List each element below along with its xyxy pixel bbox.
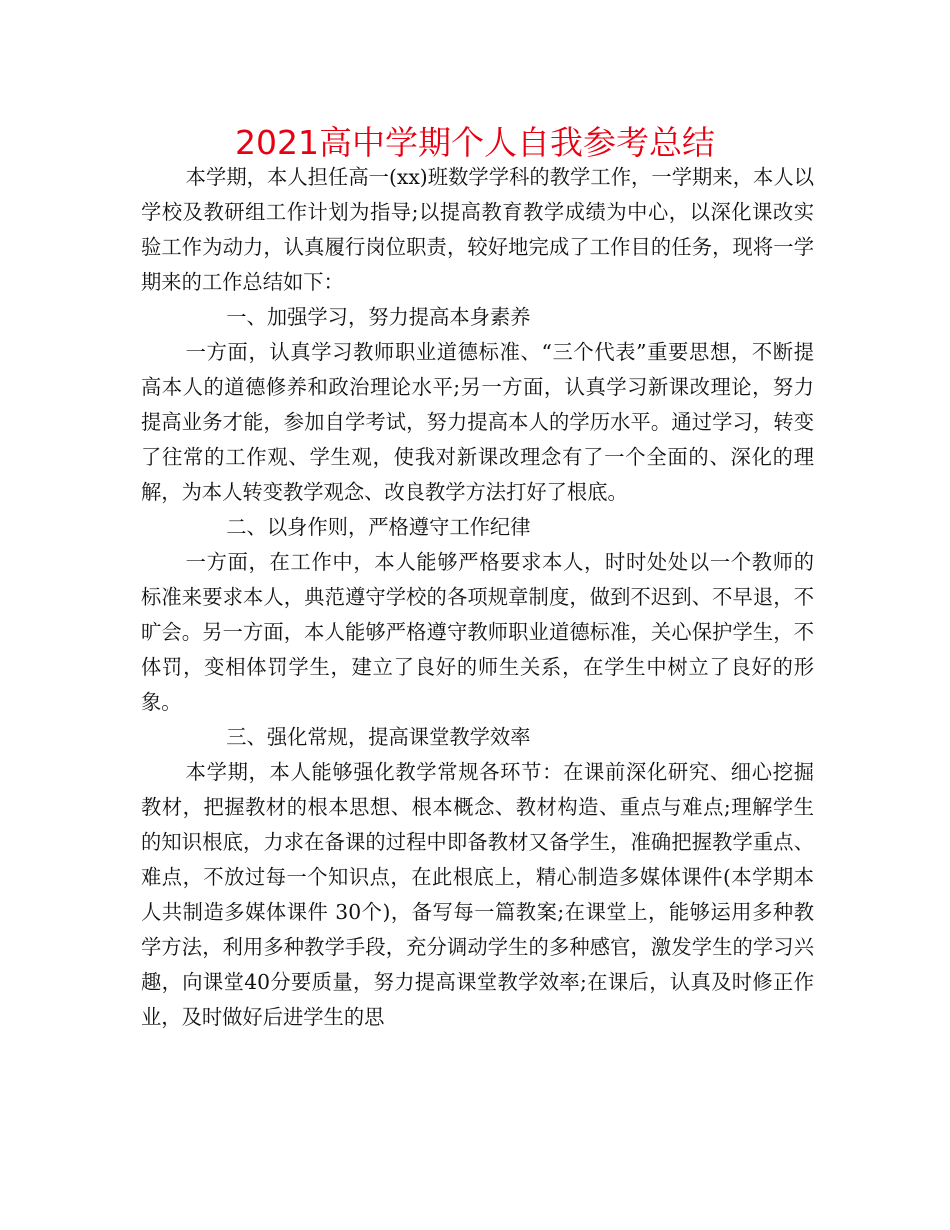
section-heading-1: 一、加强学习，努力提高本身素养 (226, 305, 531, 329)
paragraph-section-3: 本学期，本人能够强化教学常规各环节：在课前深化研究、细心挖掘教材，把握教材的根本思想、根本概念、教材构造、重点与难点;理解学生的知识根底，力求在备课的过程中即备教材又备学生，准确把握教学重点、难点，不放过每一个知识点，在此根底上，精心制造多媒体课件(本学期本人共制造多媒体课件 30个)，备写每一篇教案;在课堂上，能够运用多种教学方法，利用多种教学手段，充分调动学生的多种感官，激发学生的学习兴趣，向课堂40分要质量，努力提高课堂教学效率;在课后，认真及时修正作业，及时做好后进学生的思 (141, 760, 814, 1029)
paragraph-section-1: 一方面，认真学习教师职业道德标准、“三个代表”重要思想，不断提高本人的道德修养和政治理论水平;另一方面，认真学习新课改理论，努力提高业务才能，参加自学考试，努力提高本人的学历水平。通过学习，转变了往常的工作观、学生观，使我对新课改理念有了一个全面的、深化的理解，为本人转变教学观念、改良教学方法打好了根底。 (141, 340, 814, 504)
document-title: 2021高中学期个人自我参考总结 (235, 123, 715, 162)
paragraph-intro: 本学期，本人担任高一(xx)班数学学科的教学工作，一学期来，本人以学校及教研组工作计划为指导;以提高教育教学成绩为中心，以深化课改实验工作为动力，认真履行岗位职责，较好地完成了工作目的任务，现将一学期来的工作总结如下： (141, 165, 814, 294)
document-body (141, 160, 814, 1035)
section-heading-2: 二、以身作则，严格遵守工作纪律 (226, 515, 531, 539)
section-heading-3: 三、强化常规，提高课堂教学效率 (226, 725, 531, 749)
paragraph-section-2: 一方面，在工作中，本人能够严格要求本人，时时处处以一个教师的标准来要求本人，典范遵守学校的各项规章制度，做到不迟到、不早退，不旷会。另一方面，本人能够严格遵守教师职业道德标准，关心保护学生，不体罚，变相体罚学生，建立了良好的师生关系，在学生中树立了良好的形象。 (141, 550, 814, 714)
